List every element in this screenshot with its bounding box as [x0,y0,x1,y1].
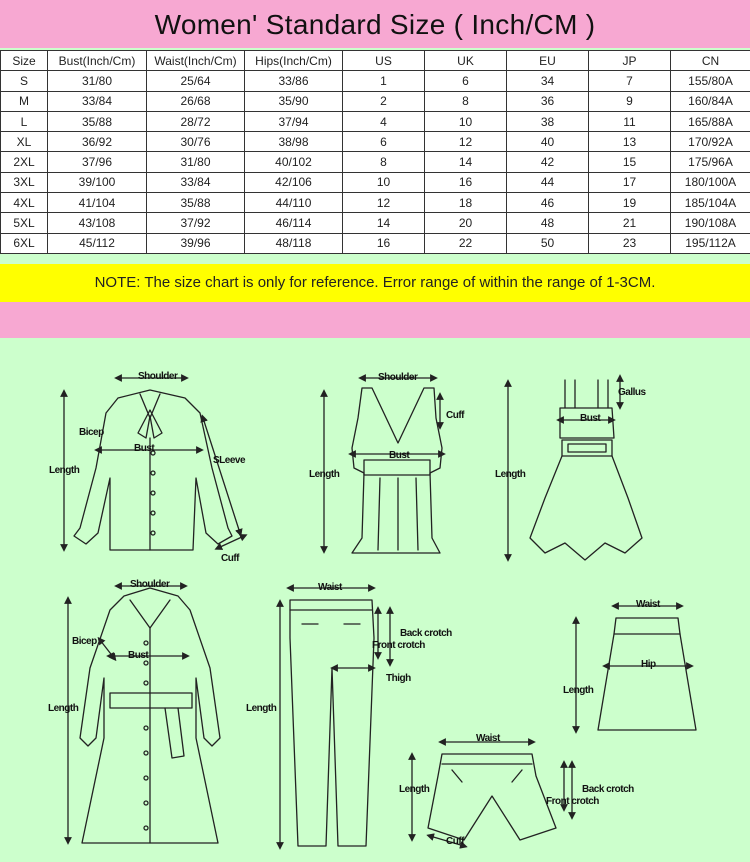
table-row [1,91,750,111]
pants-length-label: Length [246,703,277,714]
table-cell: 1 [343,71,425,91]
shirt-bust-label: Bust [134,443,155,454]
table-cell: 12 [425,132,507,152]
table-cell: 8 [343,152,425,172]
table-cell: 46/114 [245,213,343,233]
table-cell: 3XL [1,172,48,192]
pants-back-crotch-label: Back crotch [400,628,452,639]
table-cell: 38 [507,111,589,131]
pants-waist-label: Waist [318,582,342,593]
table-cell: 16 [425,172,507,192]
table-cell: 37/96 [48,152,147,172]
table-cell: 42/106 [245,172,343,192]
table-cell: 26/68 [147,91,245,111]
pink-band [0,302,750,338]
table-cell: 9 [589,91,671,111]
table-cell: 11 [589,111,671,131]
table-row [1,172,750,192]
table-cell: 34 [507,71,589,91]
column-header: Waist(Inch/Cm) [147,51,245,71]
table-cell: L [1,111,48,131]
table-cell: 38/98 [245,132,343,152]
column-header: EU [507,51,589,71]
coat-bicep-label: Bicep [72,636,97,647]
table-cell: 185/104A [671,193,750,213]
table-cell: 36/92 [48,132,147,152]
table-cell: 48/118 [245,233,343,253]
table-cell: 44 [507,172,589,192]
skirt-hip-label: Hip [641,659,656,670]
skirt-waist-label: Waist [636,599,660,610]
table-cell: 25/64 [147,71,245,91]
table-cell: 16 [343,233,425,253]
table-cell: 6XL [1,233,48,253]
shirt-bicep-label: Bicep [79,427,104,438]
coat-diagram [68,586,220,843]
table-cell: 10 [343,172,425,192]
shorts-diagram [412,742,572,846]
table-cell: 2XL [1,152,48,172]
column-header: Bust(Inch/Cm) [48,51,147,71]
vest-cuff-label: Cuff [446,410,464,421]
table-cell: 35/88 [48,111,147,131]
table-cell: 35/88 [147,193,245,213]
table-cell: 31/80 [147,152,245,172]
table-cell: 41/104 [48,193,147,213]
table-cell: 4XL [1,193,48,213]
column-header: US [343,51,425,71]
vest-diagram [324,378,442,553]
vest-bust-label: Bust [389,450,410,461]
shirt-shoulder-label: Shoulder [138,371,178,382]
page-title: Women' Standard Size ( Inch/CM ) [154,9,596,40]
shorts-back-crotch-label: Back crotch [582,784,634,795]
pants-thigh-label: Thigh [386,673,411,684]
table-cell: 23 [589,233,671,253]
dress-length-label: Length [495,469,526,480]
coat-bust-label: Bust [128,650,149,661]
table-header-row [1,51,750,71]
table-cell: 33/84 [48,91,147,111]
table-row [1,193,750,213]
table-cell: 45/112 [48,233,147,253]
table-cell: 195/112A [671,233,750,253]
table-cell: 21 [589,213,671,233]
coat-shoulder-label: Shoulder [130,579,170,590]
skirt-length-label: Length [563,685,594,696]
table-row [1,111,750,131]
skirt-diagram [576,606,696,730]
dress-diagram [508,378,642,560]
pants-diagram [280,588,390,846]
table-cell: 19 [589,193,671,213]
table-cell: 20 [425,213,507,233]
table-cell: 2 [343,91,425,111]
table-cell: 6 [425,71,507,91]
table-cell: 36 [507,91,589,111]
pants-front-crotch-label: Front crotch [372,640,425,651]
table-row [1,71,750,91]
column-header: Size [1,51,48,71]
table-cell: 18 [425,193,507,213]
note-banner: NOTE: The size chart is only for reference. Error range of within the range of 1-3CM. [0,264,750,302]
shirt-cuff-label: Cuff [221,553,239,564]
table-cell: 33/86 [245,71,343,91]
table-cell: 175/96A [671,152,750,172]
vest-length-label: Length [309,469,340,480]
table-cell: 4 [343,111,425,131]
table-cell: 28/72 [147,111,245,131]
column-header: Hips(Inch/Cm) [245,51,343,71]
table-row [1,152,750,172]
table-cell: S [1,71,48,91]
table-row [1,132,750,152]
shorts-length-label: Length [399,784,430,795]
vest-shoulder-label: Shoulder [378,372,418,383]
table-cell: 180/100A [671,172,750,192]
table-cell: 31/80 [48,71,147,91]
table-cell: 22 [425,233,507,253]
table-cell: 14 [343,213,425,233]
table-cell: 30/76 [147,132,245,152]
table-cell: 5XL [1,213,48,233]
shorts-waist-label: Waist [476,733,500,744]
table-cell: 155/80A [671,71,750,91]
table-cell: 39/100 [48,172,147,192]
table-cell: 48 [507,213,589,233]
table-cell: 15 [589,152,671,172]
table-cell: 13 [589,132,671,152]
table-cell: 6 [343,132,425,152]
shirt-sleeve-label: SLeeve [213,455,246,466]
table-cell: 8 [425,91,507,111]
table-cell: M [1,91,48,111]
table-cell: 50 [507,233,589,253]
dress-bust-label: Bust [580,413,601,424]
table-cell: 40 [507,132,589,152]
column-header: UK [425,51,507,71]
table-cell: 42 [507,152,589,172]
table-cell: 7 [589,71,671,91]
table-cell: 160/84A [671,91,750,111]
column-header: CN [671,51,750,71]
coat-length-label: Length [48,703,79,714]
table-cell: 17 [589,172,671,192]
dress-gallus-label: Gallus [618,387,646,398]
table-cell: 12 [343,193,425,213]
table-cell: 40/102 [245,152,343,172]
column-header: JP [589,51,671,71]
table-cell: 46 [507,193,589,213]
shorts-front-crotch-label: Front crotch [546,796,599,807]
table-row [1,233,750,253]
table-cell: 165/88A [671,111,750,131]
table-row [1,213,750,233]
table-cell: 33/84 [147,172,245,192]
table-cell: 170/92A [671,132,750,152]
table-cell: 10 [425,111,507,131]
table-cell: 14 [425,152,507,172]
table-cell: 190/108A [671,213,750,233]
table-cell: XL [1,132,48,152]
table-cell: 35/90 [245,91,343,111]
table-cell: 37/92 [147,213,245,233]
shorts-cuff-label: Cuff [446,836,464,847]
table-cell: 37/94 [245,111,343,131]
shirt-length-label: Length [49,465,80,476]
size-table [0,50,750,254]
table-cell: 39/96 [147,233,245,253]
table-cell: 44/110 [245,193,343,213]
table-cell: 43/108 [48,213,147,233]
